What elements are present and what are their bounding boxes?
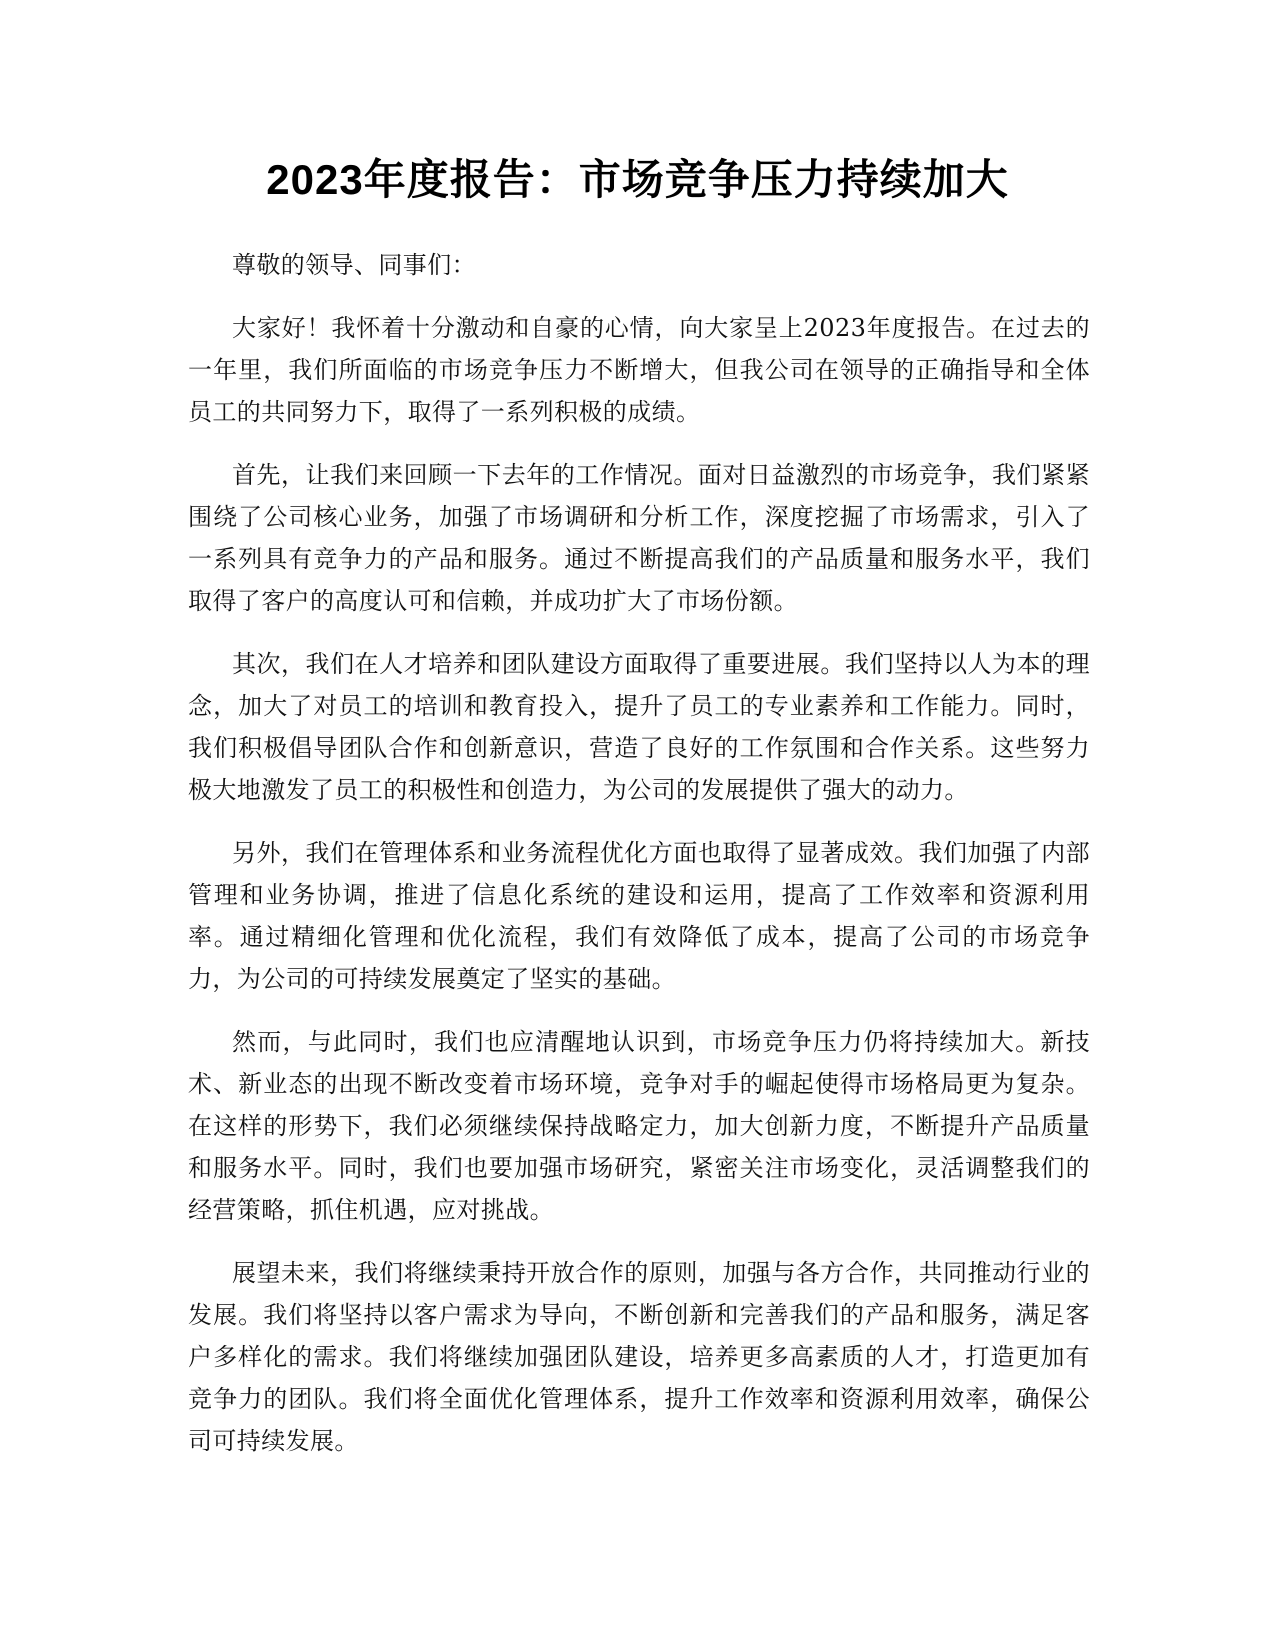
page-title: 2023年度报告：市场竞争压力持续加大 bbox=[266, 156, 1009, 203]
outlook-paragraph: 展望未来，我们将继续秉持开放合作的原则，加强与各方合作，共同推动行业的发展。我们将坚持以客户需求为导向，不断创新和完善我们的产品和服务，满足客户多样化的需求。我们将继续加强团队建设，培养更多高素质的人才，打造更加有竞争力的团队。我们将全面优化管理体系，提升工作效率和资源利用效率，确保公司可持续发展。 bbox=[188, 1259, 1090, 1455]
salutation-paragraph: 尊敬的领导、同事们： bbox=[232, 251, 476, 279]
challenge-paragraph: 然而，与此同时，我们也应清醒地认识到，市场竞争压力仍将持续加大。新技术、新业态的出现不断改变着市场环境，竞争对手的崛起使得市场格局更为复杂。在这样的形势下，我们必须继续保持战略定力，加大创新力度，不断提升产品质量和服务水平。同时，我们也要加强市场研究，紧密关注市场变化，灵活调整我们的经营策略，抓住机遇，应对挑战。 bbox=[188, 1028, 1090, 1224]
review-paragraph: 首先，让我们来回顾一下去年的工作情况。面对日益激烈的市场竞争，我们紧紧围绕了公司核心业务，加强了市场调研和分析工作，深度挖掘了市场需求，引入了一系列具有竞争力的产品和服务。通过不断提高我们的产品质量和服务水平，我们取得了客户的高度认可和信赖，并成功扩大了市场份额。 bbox=[188, 461, 1090, 615]
talent-paragraph: 其次，我们在人才培养和团队建设方面取得了重要进展。我们坚持以人为本的理念，加大了对员工的培训和教育投入，提升了员工的专业素养和工作能力。同时，我们积极倡导团队合作和创新意识，营造了良好的工作氛围和合作关系。这些努力极大地激发了员工的积极性和创造力，为公司的发展提供了强大的动力。 bbox=[188, 650, 1090, 804]
management-paragraph: 另外，我们在管理体系和业务流程优化方面也取得了显著成效。我们加强了内部管理和业务协调，推进了信息化系统的建设和运用，提高了工作效率和资源利用率。通过精细化管理和优化流程，我们有效降低了成本，提高了公司的市场竞争力，为公司的可持续发展奠定了坚实的基础。 bbox=[188, 839, 1090, 993]
intro-paragraph: 大家好！我怀着十分激动和自豪的心情，向大家呈上2023年度报告。在过去的一年里，我们所面临的市场竞争压力不断增大，但我公司在领导的正确指导和全体员工的共同努力下，取得了一系列积极的成绩。 bbox=[188, 314, 1090, 426]
document-body bbox=[188, 244, 1090, 1483]
